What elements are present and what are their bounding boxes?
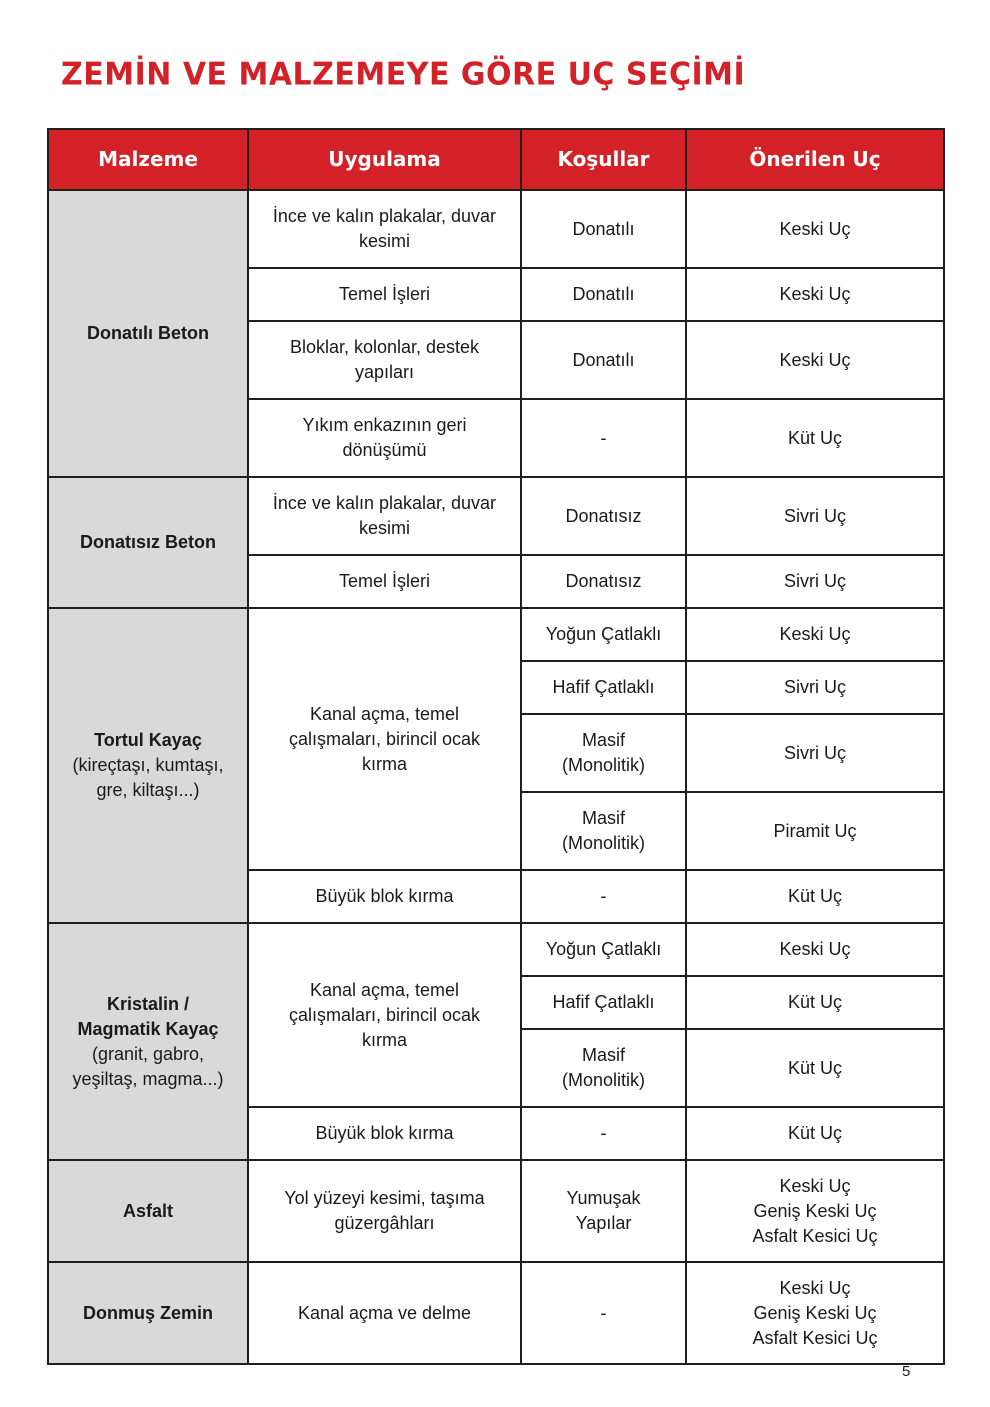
text-line: çalışmaları, birincil ocak xyxy=(288,728,481,749)
text-line: Keski Uç xyxy=(779,1277,851,1298)
text-line: - xyxy=(600,1123,607,1143)
application-cell xyxy=(248,923,521,1107)
text-line: Yumuşak xyxy=(566,1188,641,1208)
tip-selection-table xyxy=(47,128,945,1365)
text-line: Sivri Uç xyxy=(784,505,846,526)
text-line: Masif xyxy=(581,1045,625,1065)
recommended-tip-cell xyxy=(686,1262,944,1364)
text-line: Küt Uç xyxy=(787,1123,843,1143)
text-line: Asfalt Kesici Uç xyxy=(752,1225,878,1246)
text-line: Keski Uç xyxy=(779,624,851,644)
text-line: Kanal açma, temel xyxy=(309,703,460,724)
conditions-cell xyxy=(521,268,686,321)
text-line: Donatılı xyxy=(572,284,635,304)
conditions-cell xyxy=(521,1160,686,1262)
conditions-cell xyxy=(521,190,686,268)
recommended-tip-cell xyxy=(686,1160,944,1262)
text-line: Donatılı xyxy=(572,218,635,239)
material-cell xyxy=(48,1262,248,1364)
text-line: Geniş Keski Uç xyxy=(753,1302,877,1323)
text-line: (Monolitik) xyxy=(561,1070,645,1090)
application-cell xyxy=(248,477,521,555)
text-line: Kanal açma, temel xyxy=(309,979,460,1000)
conditions-cell xyxy=(521,661,686,714)
recommended-tip-cell xyxy=(686,190,944,268)
text-line: Temel İşleri xyxy=(338,571,431,591)
text-line: Yol yüzeyi kesimi, taşıma xyxy=(284,1188,485,1208)
text-line: Yıkım enkazının geri xyxy=(302,415,467,435)
text-line: Temel İşleri xyxy=(338,284,431,304)
text-line: Keski Uç xyxy=(779,349,851,370)
text-line: - xyxy=(600,427,607,448)
material-name-line: Donatılı Beton xyxy=(87,323,209,343)
text-line: kırma xyxy=(362,1029,407,1050)
text-line: Asfalt Kesici Uç xyxy=(752,1327,878,1348)
text-line: - xyxy=(600,1302,607,1323)
table-body xyxy=(48,190,944,1364)
text-line: Keski Uç xyxy=(779,218,851,239)
page-number: 5 xyxy=(902,1363,911,1380)
text-line: Donatısız xyxy=(565,571,642,591)
text-line: kesimi xyxy=(358,518,410,538)
conditions-cell xyxy=(521,608,686,661)
material-note-line: (kireçtaşı, kumtaşı, xyxy=(72,755,224,775)
application-cell xyxy=(248,870,521,923)
recommended-tip-cell xyxy=(686,268,944,321)
text-line: çalışmaları, birincil ocak xyxy=(288,1004,481,1025)
material-note-line: (granit, gabro, xyxy=(91,1043,205,1064)
conditions-cell xyxy=(521,555,686,608)
text-line: Kanal açma ve delme xyxy=(297,1302,472,1323)
text-line: Küt Uç xyxy=(787,992,843,1012)
material-name-line: Donmuş Zemin xyxy=(82,1302,213,1323)
conditions-cell xyxy=(521,792,686,870)
material-name-line: Kristalin / xyxy=(106,993,190,1014)
text-line: Yapılar xyxy=(575,1213,632,1233)
text-line: Sivri Uç xyxy=(784,742,846,763)
table-row xyxy=(48,190,944,268)
application-cell xyxy=(248,1107,521,1160)
text-line: (Monolitik) xyxy=(561,833,645,853)
text-line: Büyük blok kırma xyxy=(315,886,454,906)
recommended-tip-cell xyxy=(686,608,944,661)
text-line: Geniş Keski Uç xyxy=(753,1200,877,1221)
table-row xyxy=(48,608,944,661)
recommended-tip-cell xyxy=(686,477,944,555)
recommended-tip-cell xyxy=(686,399,944,477)
page-title: ZEMİN VE MALZEMEYE GÖRE UÇ SEÇİMİ xyxy=(61,56,746,93)
text-line: yapıları xyxy=(354,362,415,382)
text-line: İnce ve kalın plakalar, duvar xyxy=(272,493,497,513)
conditions-cell xyxy=(521,399,686,477)
text-line: Yoğun Çatlaklı xyxy=(545,939,662,959)
recommended-tip-cell xyxy=(686,661,944,714)
text-line: dönüşümü xyxy=(342,440,427,460)
conditions-cell xyxy=(521,976,686,1029)
text-line: Keski Uç xyxy=(779,1175,851,1196)
text-line: Küt Uç xyxy=(787,886,843,906)
text-line: Hafif Çatlaklı xyxy=(552,992,655,1012)
conditions-cell xyxy=(521,923,686,976)
application-cell xyxy=(248,555,521,608)
text-line: Donatılı xyxy=(572,349,635,370)
table-row xyxy=(48,1160,944,1262)
text-line: Yoğun Çatlaklı xyxy=(545,624,662,644)
recommended-tip-cell xyxy=(686,870,944,923)
text-line: Sivri Uç xyxy=(784,571,846,591)
text-line: Küt Uç xyxy=(787,427,843,448)
text-line: güzergâhları xyxy=(334,1213,435,1233)
text-line: Keski Uç xyxy=(779,284,851,304)
conditions-cell xyxy=(521,714,686,792)
header-application: Uygulama xyxy=(248,129,521,190)
recommended-tip-cell xyxy=(686,1029,944,1107)
conditions-cell xyxy=(521,1107,686,1160)
application-cell xyxy=(248,268,521,321)
application-cell xyxy=(248,399,521,477)
text-line: Bloklar, kolonlar, destek xyxy=(289,337,480,357)
recommended-tip-cell xyxy=(686,555,944,608)
application-cell xyxy=(248,608,521,870)
recommended-tip-cell xyxy=(686,792,944,870)
text-line: kırma xyxy=(362,753,407,774)
material-cell xyxy=(48,608,248,923)
text-line: Donatısız xyxy=(565,505,642,526)
material-cell xyxy=(48,477,248,608)
conditions-cell xyxy=(521,321,686,399)
conditions-cell xyxy=(521,477,686,555)
header-conditions: Koşullar xyxy=(521,129,686,190)
recommended-tip-cell xyxy=(686,714,944,792)
material-cell xyxy=(48,923,248,1160)
text-line: Masif xyxy=(581,730,625,750)
header-material: Malzeme xyxy=(48,129,248,190)
table-header-row xyxy=(48,129,944,190)
recommended-tip-cell xyxy=(686,976,944,1029)
text-line: Piramit Uç xyxy=(773,820,857,841)
material-name-line: Magmatik Kayaç xyxy=(77,1018,219,1039)
text-line: Masif xyxy=(581,808,625,828)
material-note-line: yeşiltaş, magma...) xyxy=(72,1068,224,1089)
material-name-line: Asfalt xyxy=(122,1200,173,1221)
material-name-line: Donatısız Beton xyxy=(79,532,216,552)
material-cell xyxy=(48,190,248,477)
text-line: Sivri Uç xyxy=(784,677,846,697)
conditions-cell xyxy=(521,1262,686,1364)
table-row xyxy=(48,477,944,555)
recommended-tip-cell xyxy=(686,923,944,976)
material-name-line: Tortul Kayaç xyxy=(94,730,202,750)
material-note-line: gre, kiltaşı...) xyxy=(96,780,200,800)
table-row xyxy=(48,1262,944,1364)
recommended-tip-cell xyxy=(686,1107,944,1160)
header-recommended-tip: Önerilen Uç xyxy=(686,129,944,190)
text-line: Büyük blok kırma xyxy=(315,1123,454,1143)
text-line: Küt Uç xyxy=(787,1057,843,1078)
text-line: İnce ve kalın plakalar, duvar xyxy=(272,206,497,226)
application-cell xyxy=(248,321,521,399)
text-line: (Monolitik) xyxy=(561,755,645,775)
conditions-cell xyxy=(521,1029,686,1107)
table-row xyxy=(48,923,944,976)
application-cell xyxy=(248,190,521,268)
text-line: Hafif Çatlaklı xyxy=(552,677,655,697)
text-line: kesimi xyxy=(358,231,410,251)
recommended-tip-cell xyxy=(686,321,944,399)
conditions-cell xyxy=(521,870,686,923)
application-cell xyxy=(248,1160,521,1262)
material-cell xyxy=(48,1160,248,1262)
text-line: Keski Uç xyxy=(779,939,851,959)
application-cell xyxy=(248,1262,521,1364)
text-line: - xyxy=(600,886,607,906)
